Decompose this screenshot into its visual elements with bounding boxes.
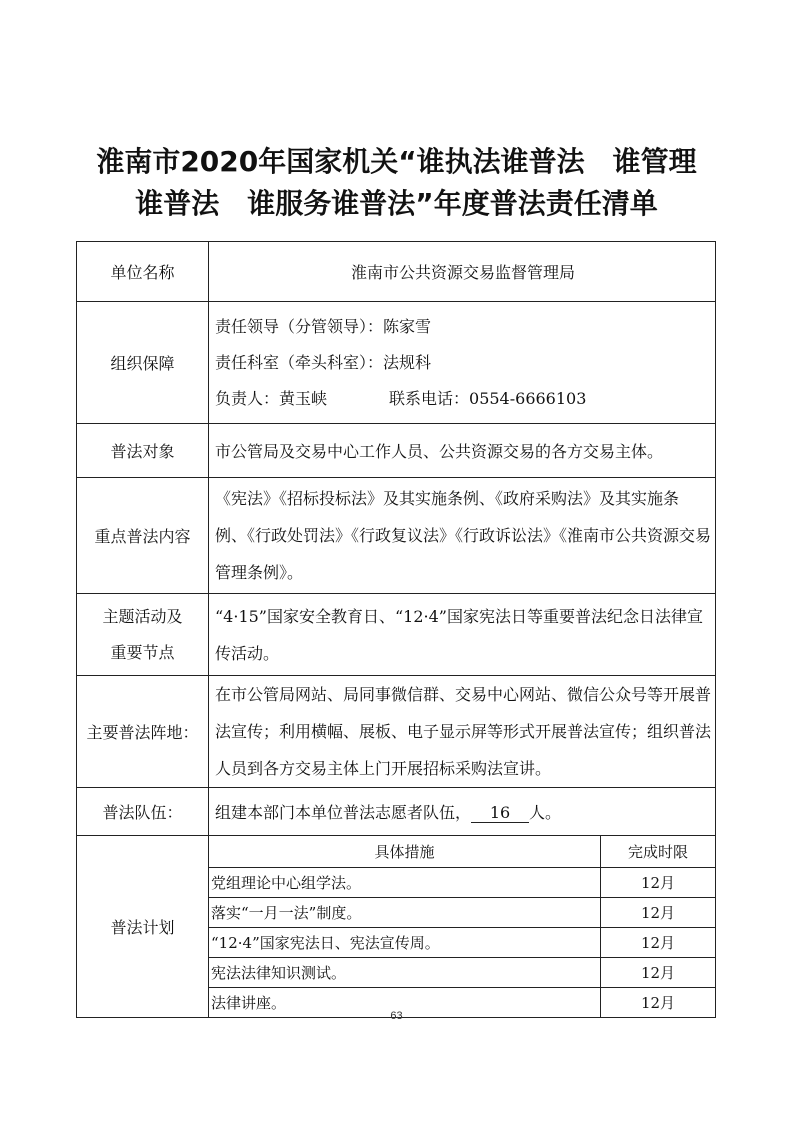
plan-col-measure: 具体措施 [209, 836, 601, 868]
plan-measure: “12·4”国家宪法日、宪法宣传周。 [209, 928, 601, 958]
row-activity [77, 594, 716, 676]
target-value: 市公管局及交易中心工作人员、公共资源交易的各方交易主体。 [209, 424, 716, 478]
plan-deadline: 12月 [601, 988, 716, 1018]
org-label: 组织保障 [77, 302, 209, 424]
activity-value: “4·15”国家安全教育日、“12·4”国家宪法日等重要普法纪念日法律宣传活动。 [209, 594, 716, 676]
plan-measure: 落实“一月一法”制度。 [209, 898, 601, 928]
activity-label-1: 主题活动及 [102, 606, 183, 626]
page-number: 63 [390, 1010, 403, 1022]
plan-measure: 法律讲座。 [211, 994, 287, 1012]
plan-row [209, 958, 715, 988]
row-content [77, 478, 716, 594]
org-leader: 责任领导（分管领导）：陈家雪 [215, 316, 432, 336]
responsibility-table [76, 241, 716, 1018]
unit-value: 淮南市公共资源交易监督管理局 [209, 242, 716, 302]
plan-deadline: 12月 [601, 928, 716, 958]
content-value: 《宪法》《招标投标法》及其实施条例、《政府采购法》及其实施条例、《行政处罚法》《行政复议法》《行政诉讼法》《淮南市公共资源交易管理条例》。 [209, 478, 716, 594]
plan-deadline: 12月 [601, 868, 716, 898]
document-title-line-1: 淮南市2020年国家机关“谁执法谁普法 谁管理 [96, 145, 697, 178]
plan-label: 普法计划 [77, 836, 209, 1018]
plan-row [209, 898, 715, 928]
team-label: 普法队伍： [77, 788, 209, 836]
plan-col-deadline: 完成时限 [601, 836, 716, 868]
org-dept: 责任科室（牵头科室）：法规科 [215, 352, 432, 372]
team-count: 16 [471, 803, 529, 823]
plan-measure: 宪法法律知识测试。 [209, 958, 601, 988]
plan-row [209, 868, 715, 898]
team-suffix: 人。 [529, 803, 562, 822]
target-label: 普法对象 [77, 424, 209, 478]
row-unit [77, 242, 716, 302]
venue-label: 主要普法阵地： [77, 676, 209, 788]
plan-deadline: 12月 [601, 898, 716, 928]
row-target [77, 424, 716, 478]
row-plan [77, 836, 716, 1018]
org-person: 负责人：黄玉峡 [215, 388, 328, 408]
org-phone: 联系电话：0554-6666103 [389, 388, 587, 408]
row-org [77, 302, 716, 424]
row-venue [77, 676, 716, 788]
unit-label: 单位名称 [77, 242, 209, 302]
team-prefix: 组建本部门本单位普法志愿者队伍， [215, 803, 472, 822]
document-title-line-2: 谁普法 谁服务谁普法”年度普法责任清单 [135, 187, 658, 220]
content-label: 重点普法内容 [77, 478, 209, 594]
plan-deadline: 12月 [601, 958, 716, 988]
plan-table [209, 836, 715, 1017]
venue-value: 在市公管局网站、局同事微信群、交易中心网站、微信公众号等开展普法宣传；利用横幅、展板、电子显示屏等形式开展普法宣传；组织普法人员到各方交易主体上门开展招标采购法宣讲。 [209, 676, 716, 788]
plan-measure: 党组理论中心组学法。 [209, 868, 601, 898]
plan-row [209, 928, 715, 958]
plan-header-row [209, 836, 715, 868]
row-team [77, 788, 716, 836]
activity-label-2: 重要节点 [110, 642, 175, 662]
